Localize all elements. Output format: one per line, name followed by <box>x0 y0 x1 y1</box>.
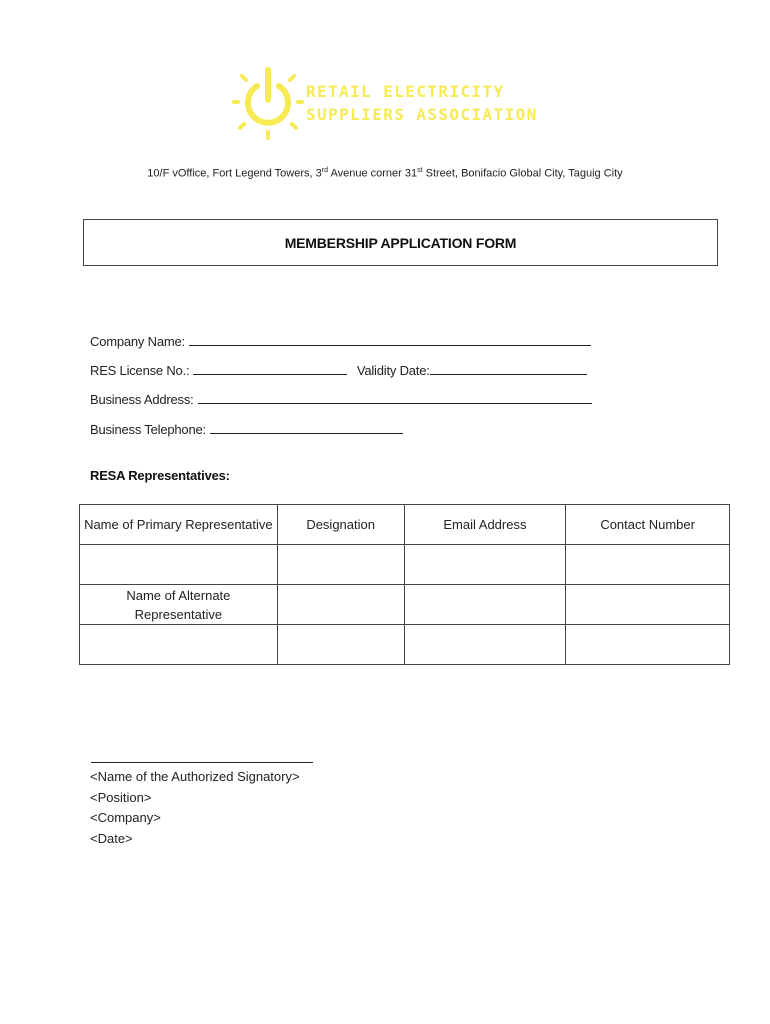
table-row <box>80 545 730 585</box>
company-name-field[interactable] <box>90 332 591 349</box>
logo-text-line2: SUPPLIERS ASSOCIATION <box>306 105 538 124</box>
header-designation: Designation <box>277 505 404 545</box>
signatory-date: <Date> <box>90 831 133 846</box>
table-row <box>80 585 730 625</box>
page-title: MEMBERSHIP APPLICATION FORM <box>284 234 517 251</box>
business-telephone-blank[interactable] <box>210 420 403 434</box>
alternate-label-cell: Name of Alternate Representative <box>80 585 278 625</box>
form-title-box <box>83 219 718 266</box>
business-telephone-field[interactable] <box>90 420 403 437</box>
alternate-designation-header-cell[interactable] <box>277 585 404 625</box>
power-sun-icon <box>232 66 304 142</box>
representatives-heading: RESA Representatives: <box>90 468 230 483</box>
res-license-blank[interactable] <box>193 361 347 375</box>
alternate-designation-cell[interactable] <box>277 625 404 665</box>
alternate-contact-header-cell[interactable] <box>566 585 730 625</box>
business-telephone-label: Business Telephone: <box>90 422 206 437</box>
signatory-position: <Position> <box>90 790 152 805</box>
validity-date-label: Validity Date: <box>356 363 430 378</box>
alternate-email-header-cell[interactable] <box>404 585 566 625</box>
business-address-label: Business Address: <box>90 392 194 407</box>
business-address-field[interactable] <box>90 390 592 407</box>
signatory-name: <Name of the Authorized Signatory> <box>90 769 300 784</box>
res-license-label: RES License No.: <box>90 363 190 378</box>
alternate-email-cell[interactable] <box>404 625 566 665</box>
signature-line[interactable] <box>91 762 313 763</box>
primary-designation-cell[interactable] <box>277 545 404 585</box>
alternate-name-cell[interactable] <box>80 625 278 665</box>
res-license-field[interactable] <box>90 361 587 378</box>
logo-text-line1: RETAIL ELECTRICITY <box>306 82 505 101</box>
header-contact: Contact Number <box>566 505 730 545</box>
business-address-blank[interactable] <box>198 390 592 404</box>
office-address: 10/F vOffice, Fort Legend Towers, 3rd Avenue corner 31st Street, Bonifacio Global City, Taguig City <box>147 167 623 180</box>
primary-contact-cell[interactable] <box>566 545 730 585</box>
primary-email-cell[interactable] <box>404 545 566 585</box>
alternate-contact-cell[interactable] <box>566 625 730 665</box>
resa-logo <box>232 66 538 142</box>
company-name-blank[interactable] <box>189 332 591 346</box>
company-name-label: Company Name: <box>90 334 185 349</box>
primary-name-cell[interactable] <box>80 545 278 585</box>
representatives-table <box>79 504 730 665</box>
validity-date-blank[interactable] <box>430 361 587 375</box>
header-email: Email Address <box>404 505 566 545</box>
table-row <box>80 625 730 665</box>
header-primary-name: Name of Primary Representative <box>80 505 278 545</box>
signatory-company: <Company> <box>90 810 161 825</box>
table-header-row <box>80 505 730 545</box>
